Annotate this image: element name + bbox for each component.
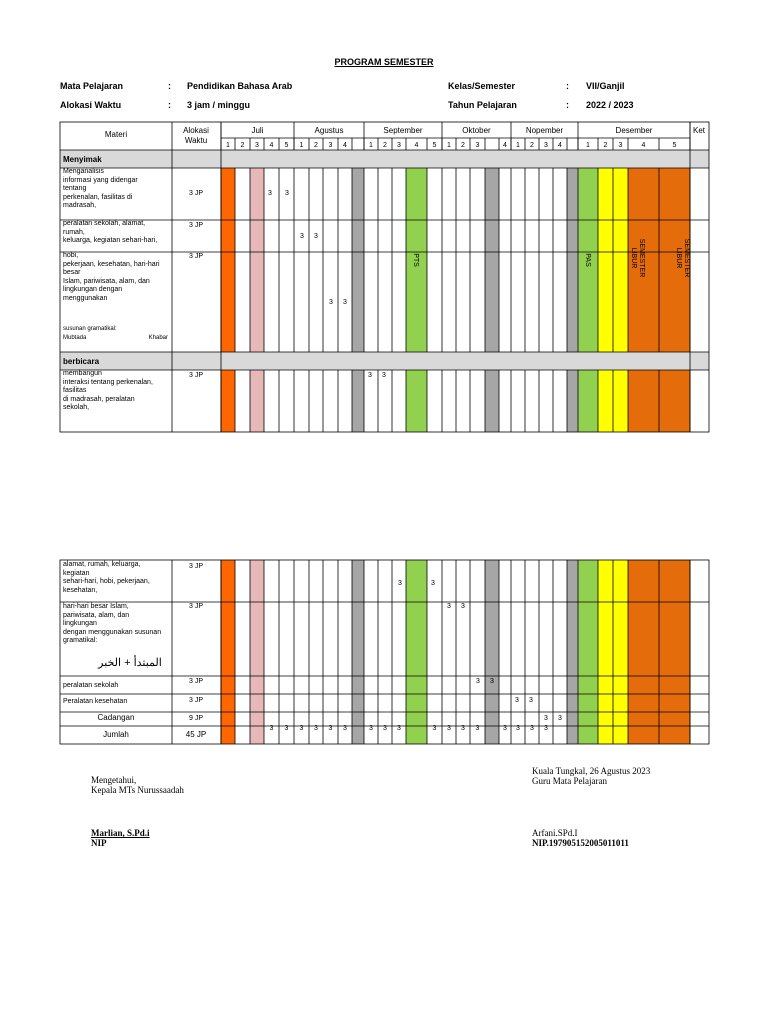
jumlah-mark: 3 — [447, 725, 451, 732]
week-color-band — [485, 370, 499, 432]
jp-row-3: 3 JP — [188, 253, 204, 260]
mark: 3 — [447, 603, 451, 610]
week-number: 1 — [369, 142, 373, 149]
guru-nip: NIP.197905152005011011 — [532, 838, 629, 848]
jp-b2: 3 JP — [188, 603, 204, 610]
mengetahui: Mengetahui, — [91, 775, 137, 785]
jumlah-mark: 3 — [383, 725, 387, 732]
mark: 3 — [343, 299, 347, 306]
week-color-band — [406, 560, 427, 744]
week-color-band — [352, 370, 364, 432]
jumlah-mark: 3 — [284, 725, 289, 732]
week-color-band — [598, 370, 613, 432]
kepala-nip: NIP — [91, 838, 107, 848]
week-number: 2 — [240, 142, 245, 149]
materi-row-2: peralatan sekolah, alamat, rumah, keluarga, kegiatan sehari-hari, — [63, 220, 158, 245]
month-header: Juli — [251, 126, 264, 135]
jp-row-4: 3 JP — [188, 372, 204, 379]
week-color-band — [659, 370, 690, 432]
mark: 3 — [300, 233, 304, 240]
header-materi: Materi — [104, 130, 128, 139]
libur-label-2a: LIBUR — [675, 247, 682, 269]
week-number: 3 — [618, 142, 623, 149]
jumlah-mark: 3 — [461, 725, 465, 732]
week-number: 5 — [284, 142, 289, 149]
jumlah-mark: 3 — [530, 725, 534, 732]
mark: 3 — [431, 580, 435, 587]
mark: 3 — [476, 678, 480, 685]
week-color-band — [352, 168, 364, 352]
week-number: 5 — [672, 142, 677, 149]
alokasi-value: 3 jam / minggu — [187, 100, 251, 110]
week-number: 4 — [641, 142, 646, 149]
week-number: 4 — [558, 142, 562, 149]
guru-label: Guru Mata Pelajaran — [532, 776, 607, 786]
week-number: 1 — [299, 142, 304, 149]
jumlah-mark: 3 — [269, 725, 274, 732]
week-number: 1 — [447, 142, 451, 149]
materi-b-row-1: alamat, rumah, keluarga, kegiatan sehari-hari, hobi, pekerjaan, kesehatan, — [63, 561, 150, 594]
week-number: 4 — [269, 142, 274, 149]
week-color-band — [578, 370, 598, 432]
week-number: 4 — [414, 142, 419, 149]
week-color-band — [250, 168, 264, 352]
jumlah-mark: 3 — [369, 725, 373, 732]
jumlah-mark: 3 — [314, 725, 318, 732]
week-number: 2 — [530, 142, 534, 149]
week-color-band — [598, 168, 613, 352]
week-number: 3 — [255, 142, 259, 149]
jumlah-mark: 3 — [516, 725, 520, 732]
week-color-band — [628, 370, 659, 432]
week-color-band — [221, 560, 235, 744]
section-menyimak: Menyimak — [63, 155, 102, 164]
week-color-band — [578, 560, 598, 744]
week-color-band — [221, 370, 235, 432]
jumlah-mark: 3 — [503, 725, 507, 732]
pas-label: PAS — [584, 253, 591, 267]
mark: 3 — [314, 233, 318, 240]
week-color-band — [567, 560, 578, 744]
header-ket: Ket — [692, 126, 706, 135]
mark: 3 — [382, 372, 386, 379]
materi-row-1: Menganalisis informasi yang didengar tentang perkenalan, fasilitas di madrasah, — [63, 168, 138, 210]
mark: 3 — [368, 372, 372, 379]
jp-row-1: 3 JP — [188, 190, 204, 197]
materi-row-4: membangun interaksi tentang perkenalan, fasilitas di madrasah, peralatan sekolah, — [63, 370, 153, 412]
mark: 3 — [558, 715, 562, 722]
mark: 3 — [398, 580, 402, 587]
jumlah-mark: 3 — [328, 725, 333, 732]
week-number: 2 — [383, 142, 387, 149]
jumlah-mark: 3 — [397, 725, 401, 732]
guru-name: Arfani.SPd.I — [532, 828, 578, 838]
month-header: Nopember — [525, 126, 564, 135]
jumlah-mark: 3 — [343, 725, 347, 732]
place-date: Kuala Tungkal, 26 Agustus 2023 — [532, 766, 651, 776]
week-color-band — [628, 560, 659, 744]
jumlah-mark: 3 — [544, 725, 548, 732]
week-number: 2 — [603, 142, 608, 149]
mark: 3 — [285, 190, 289, 197]
libur-label-2b: SEMESTER — [683, 238, 690, 278]
tahun-value: 2022 / 2023 — [586, 100, 634, 110]
mark: 3 — [544, 715, 548, 722]
month-header: Oktober — [462, 126, 491, 135]
header-alokasi-2: Waktu — [184, 136, 208, 145]
week-number: 4 — [503, 142, 507, 149]
jp-b6: 45 JP — [185, 730, 207, 739]
materi-row-3: hobi, pekerjaan, kesehatan, hari-hari besar Islam, pariwisata, alam, dan lingkungan dengan menggunakan — [63, 252, 160, 302]
colon: : — [566, 100, 569, 110]
week-number: 3 — [328, 142, 333, 149]
week-color-band — [567, 370, 578, 432]
kepala-name: Marlian, S.Pd.i — [91, 828, 150, 838]
week-number: 2 — [461, 142, 465, 149]
jp-b1: 3 JP — [188, 563, 204, 570]
kepala-label: Kepala MTs Nurussaadah — [91, 785, 184, 795]
week-number: 2 — [314, 142, 318, 149]
week-number: 3 — [397, 142, 401, 149]
mark: 3 — [490, 678, 494, 685]
colon: : — [168, 100, 171, 110]
week-number: 5 — [432, 142, 437, 149]
week-color-band — [250, 560, 264, 744]
week-color-band — [250, 370, 264, 432]
week-color-band — [406, 370, 427, 432]
jp-b3: 3 JP — [188, 678, 204, 685]
week-color-band — [485, 168, 499, 352]
week-number: 3 — [544, 142, 548, 149]
week-number: 1 — [586, 142, 590, 149]
section-row-berbicara — [60, 352, 709, 370]
khabar-label: Khabar — [148, 335, 168, 341]
colon: : — [168, 81, 171, 91]
mark: 3 — [515, 697, 519, 704]
week-number: 4 — [343, 142, 347, 149]
libur-label-1b: SEMESTER — [638, 238, 645, 278]
materi-peralatan-kesehatan: Peralatan kesehatan — [63, 698, 128, 705]
header-alokasi-1: Alokasi — [183, 126, 209, 135]
month-header: September — [383, 126, 423, 135]
week-color-band — [613, 560, 628, 744]
pts-label: PTS — [412, 253, 419, 267]
mark: 3 — [329, 299, 333, 306]
jp-row-2: 3 JP — [188, 222, 204, 229]
section-row-menyimak — [60, 150, 709, 168]
mubtada-label: Mubtada — [63, 335, 87, 341]
susunan-label: susunan gramatikal: — [63, 326, 117, 332]
week-color-band — [567, 168, 578, 352]
week-number: 3 — [475, 142, 480, 149]
materi-peralatan-sekolah: peralatan sekolah — [63, 682, 119, 689]
materi-b-row-2: hari-hari besar Islam, pariwisata, alam, dan lingkungan dengan menggunakan susunan gramatikal: — [63, 603, 162, 645]
mapel-label: Mata Pelajaran — [60, 81, 124, 91]
week-color-band — [485, 560, 499, 744]
week-color-band — [352, 560, 364, 744]
jumlah-mark: 3 — [475, 725, 480, 732]
kelas-value: VII/Ganjil — [586, 81, 625, 91]
month-header: Agustus — [314, 126, 344, 135]
page-title: PROGRAM SEMESTER — [334, 57, 434, 67]
week-color-band — [659, 560, 690, 744]
week-color-band — [598, 560, 613, 744]
materi-jumlah: Jumlah — [103, 730, 129, 739]
jp-b4: 3 JP — [188, 697, 204, 704]
jumlah-mark: 3 — [432, 725, 437, 732]
tahun-label: Tahun Pelajaran — [448, 100, 517, 110]
month-header: Desember — [615, 126, 653, 135]
week-color-band — [613, 370, 628, 432]
week-number: 1 — [226, 142, 230, 149]
libur-label-1a: LIBUR — [630, 247, 637, 269]
alokasi-label: Alokasi Waktu — [60, 100, 122, 110]
mark: 3 — [461, 603, 465, 610]
week-color-band — [613, 168, 628, 352]
mapel-value: Pendidikan Bahasa Arab — [187, 81, 293, 91]
week-color-band — [221, 168, 235, 352]
week-number: 1 — [516, 142, 520, 149]
mark: 3 — [529, 697, 533, 704]
mark: 3 — [268, 190, 272, 197]
section-berbicara: berbicara — [63, 357, 100, 366]
jumlah-mark: 3 — [299, 725, 304, 732]
arabic-text: المبتدأ + الخبر — [98, 657, 162, 669]
kelas-label: Kelas/Semester — [448, 81, 516, 91]
jp-b5: 9 JP — [188, 715, 204, 722]
colon: : — [566, 81, 569, 91]
materi-cadangan: Cadangan — [97, 713, 135, 722]
